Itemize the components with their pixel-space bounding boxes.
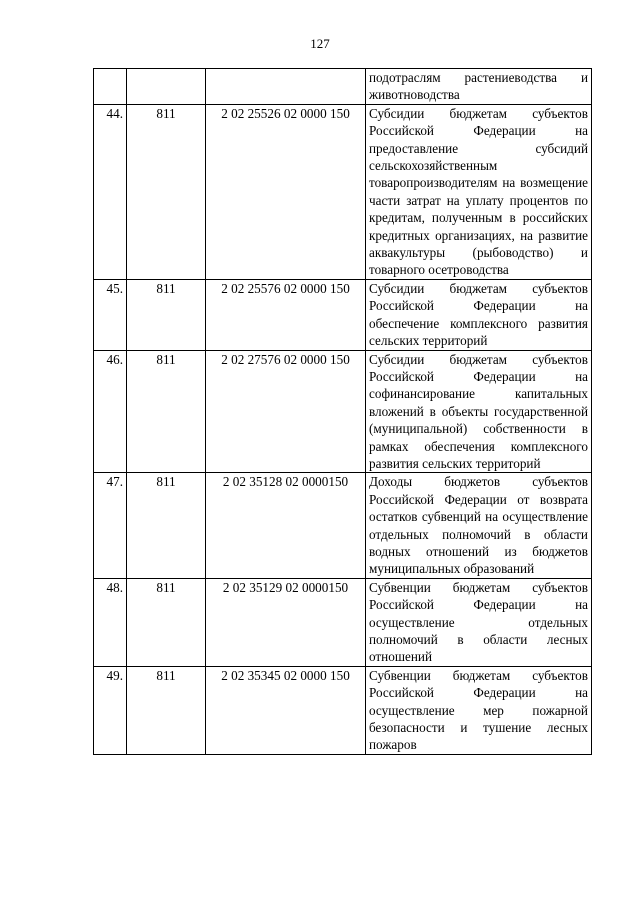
budget-code-cell: 2 02 35345 02 0000 150	[206, 666, 366, 754]
description-cell: Субсидии бюджетам субъектов Российской Федерации на софинансирование капитальных вложений в объекты государственной (муниципальной) собственности в рамках обеспечения комплексного развития сельских территорий	[366, 350, 592, 473]
row-number-cell: 46.	[94, 350, 127, 473]
table-row-continuation	[94, 69, 592, 105]
table-row-45	[94, 279, 592, 350]
description-cell: подотраслям растениеводства и животноводства	[366, 69, 592, 105]
budget-code-cell: 2 02 35129 02 0000150	[206, 578, 366, 666]
budget-code-cell: 2 02 27576 02 0000 150	[206, 350, 366, 473]
table-row-44	[94, 104, 592, 279]
row-number-cell: 48.	[94, 578, 127, 666]
table-row-48	[94, 578, 592, 666]
budget-code-cell: 2 02 35128 02 0000150	[206, 473, 366, 578]
description-cell: Доходы бюджетов субъектов Российской Федерации от возврата остатков субвенций на осуществление отдельных полномочий в области водных отношений из бюджетов муниципальных образований	[366, 473, 592, 578]
row-number-cell: 44.	[94, 104, 127, 279]
admin-code-cell: 811	[127, 473, 206, 578]
description-cell: Субвенции бюджетам субъектов Российской Федерации на осуществление отдельных полномочий в области лесных отношений	[366, 578, 592, 666]
row-number-cell	[94, 69, 127, 105]
admin-code-cell: 811	[127, 279, 206, 350]
description-cell: Субсидии бюджетам субъектов Российской Федерации на обеспечение комплексного развития сельских территорий	[366, 279, 592, 350]
table-row-49	[94, 666, 592, 754]
description-cell: Субсидии бюджетам субъектов Российской Федерации на предоставление субсидий сельскохозяйственным товаропроизводителям на возмещение части затрат на уплату процентов по кредитам, полученным в российских кредитных организациях, на развитие аквакультуры (рыбоводство) и товарного осетроводства	[366, 104, 592, 279]
budget-code-cell: 2 02 25576 02 0000 150	[206, 279, 366, 350]
admin-code-cell: 811	[127, 666, 206, 754]
row-number-cell: 49.	[94, 666, 127, 754]
row-number-cell: 47.	[94, 473, 127, 578]
page-number: 127	[310, 36, 330, 51]
budget-code-cell	[206, 69, 366, 105]
row-number-cell: 45.	[94, 279, 127, 350]
table-row-46	[94, 350, 592, 473]
admin-code-cell: 811	[127, 578, 206, 666]
admin-code-cell	[127, 69, 206, 105]
table-row-47	[94, 473, 592, 578]
admin-code-cell: 811	[127, 350, 206, 473]
budget-code-cell: 2 02 25526 02 0000 150	[206, 104, 366, 279]
description-cell: Субвенции бюджетам субъектов Российской Федерации на осуществление мер пожарной безопасности и тушение лесных пожаров	[366, 666, 592, 754]
budget-codes-table	[93, 68, 592, 755]
admin-code-cell: 811	[127, 104, 206, 279]
